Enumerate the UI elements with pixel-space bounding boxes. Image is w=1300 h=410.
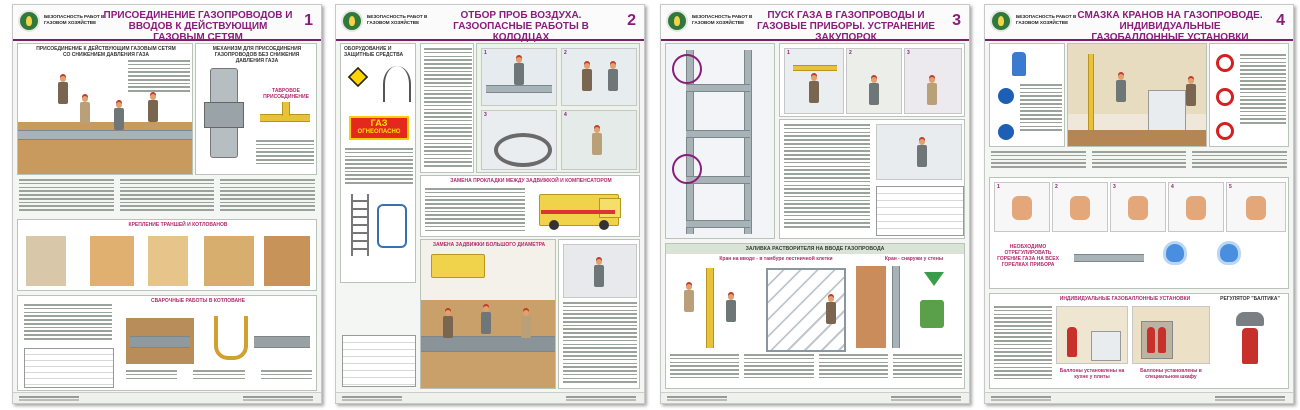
truck-wheel [599, 220, 609, 230]
panel-launch-text [779, 119, 965, 239]
caption-tee: ТАВРОВОЕ ПРИСОЕДИНЕНИЕ [263, 88, 309, 100]
riser-pipe [744, 50, 752, 234]
panel-cylinders [989, 293, 1289, 389]
valve-hand-drawing [1128, 196, 1148, 220]
text-block [425, 188, 525, 234]
caption-adjust-flame: НЕОБХОДИМО ОТРЕГУЛИРОВАТЬ ГОРЕНИЕ ГАЗА НА ВСЕХ ГОРЕЛКАХ ПРИБОРА [997, 244, 1059, 268]
step-image-5: 5 [1226, 182, 1286, 232]
canister-drawing [920, 300, 944, 328]
gas-stove [1091, 331, 1121, 361]
pipe-in-well [486, 85, 552, 93]
step-image-3: 3 [481, 110, 557, 170]
poster-title: ПРИСОЕДИНЕНИЕ ГАЗОПРОВОДОВ И ВВОДОВ К ДЕЙСТВУЮЩИМ ГАЗОВЫМ СЕТЯМ [103, 10, 293, 43]
floor-pipe [686, 84, 750, 92]
step-image-1: 1 [481, 48, 557, 106]
text-block [563, 302, 637, 386]
valve-hand-drawing [1012, 196, 1032, 220]
poster-org: БЕЗОПАСНОСТЬ РАБОТ В ГАЗОВОМ ХОЗЯЙСТВЕ [44, 14, 105, 25]
poster-title: СМАЗКА КРАНОВ НА ГАЗОПРОВОДЕ. ИНДИВИДУАЛЬНЫЕ ГАЗОБАЛЛОННЫЕ УСТАНОВКИ [1077, 10, 1263, 43]
text-block [345, 148, 413, 188]
worker-figure [514, 57, 524, 85]
poster-4 [984, 4, 1294, 404]
data-table [24, 348, 114, 388]
magnifier-circle [672, 154, 702, 184]
sign-gas-label: ГАЗ [370, 118, 388, 128]
mandatory-sign-icon [998, 88, 1014, 104]
pipe-section [254, 336, 310, 348]
panel-riser [665, 43, 775, 239]
valve-pipe [1074, 254, 1144, 262]
poster-title: ОТБОР ПРОБ ВОЗДУХА. ГАЗООПАСНЫЕ РАБОТЫ В КОЛОДЦАХ [453, 10, 589, 43]
caption-tambour: Кран на вводе - в тамбуре лестничной клетки [719, 256, 833, 262]
valve-hand-drawing [1246, 196, 1266, 220]
panel-valve [420, 239, 556, 389]
gas-riser [1088, 54, 1094, 134]
text-block [670, 354, 962, 386]
worker-figure [582, 63, 592, 91]
worker-figure [1186, 78, 1196, 106]
text-block [784, 124, 870, 236]
panel-valve-text [558, 239, 640, 389]
panel-launch-steps [779, 43, 965, 117]
truck-stripe [541, 210, 615, 214]
poster-header [336, 5, 644, 41]
trench-wall [264, 236, 310, 286]
panel-solvent [665, 243, 965, 389]
gas-stove [1148, 90, 1186, 132]
poster-footer [13, 392, 321, 403]
worker-figure [443, 310, 453, 338]
worker-figure [58, 76, 68, 104]
poster-header [661, 5, 969, 41]
valve-hand-drawing [1186, 196, 1206, 220]
funnel-drawing [924, 272, 944, 286]
panel-trench [17, 219, 317, 291]
crane-truck [431, 254, 485, 278]
worker-figure [608, 63, 618, 91]
text-block [1020, 84, 1062, 144]
worker-figure [927, 77, 937, 105]
kitchen-cylinder-image [1056, 306, 1128, 364]
worker-figure [114, 102, 124, 130]
warning-sign-icon [348, 67, 368, 87]
worker-figure [869, 77, 879, 105]
step-image-1: 1 [784, 48, 844, 114]
poster-number: 1 [304, 12, 313, 29]
step-image-2: 2 [1052, 182, 1108, 232]
caption-kitchen-cylinders: Баллоны установлены на кухне у плиты [1059, 368, 1125, 380]
gas-logo-icon [341, 10, 363, 32]
ladder-drawing [351, 194, 369, 256]
valve-hand-drawing [1070, 196, 1090, 220]
worker-figure [684, 284, 694, 312]
panel-kitchen [1067, 43, 1207, 147]
caption-connection: ПРИСОЕДИНЕНИЕ К ДЕЙСТВУЮЩИМ ГАЗОВЫМ СЕТЯМ СО СНИЖЕНИЕМ ДАВЛЕНИЯ ГАЗА [36, 46, 176, 58]
burner-flame-icon [1166, 244, 1184, 262]
poster-number: 3 [952, 12, 961, 29]
text-block [424, 48, 472, 170]
panel-mechanism [195, 43, 317, 175]
trench-wall [26, 236, 66, 286]
u-pipe-drawing [214, 316, 248, 360]
caption-equipment: ОБОРУДОВАНИЕ И ЗАЩИТНЫЕ СРЕДСТВА [344, 46, 404, 58]
cabinet-cylinder-image [1132, 306, 1210, 364]
text-block [24, 304, 112, 344]
gas-bottle-drawing [1012, 52, 1026, 76]
panel-well-text [420, 43, 474, 173]
burner-flame-icon [1220, 244, 1238, 262]
step-image-4: 4 [561, 110, 637, 170]
worker-figure [809, 75, 819, 103]
poster-footer [985, 392, 1293, 403]
no-fire-sign-icon [1216, 54, 1234, 72]
poster-title: ПУСК ГАЗА В ГАЗОПРОВОДЫ И ГАЗОВЫЕ ПРИБОРЫ. УСТРАНЕНИЕ ЗАКУПОРОК [757, 10, 935, 43]
poster-1 [12, 4, 322, 404]
caption-outside: Кран - снаружи у стены [884, 256, 944, 262]
mechanism-body [204, 102, 244, 128]
worker-figure [917, 139, 927, 167]
worker-figure [594, 259, 604, 287]
step-image-4: 4 [1168, 182, 1224, 232]
worker-figure [1116, 74, 1126, 102]
poster-org: БЕЗОПАСНОСТЬ РАБОТ В ГАЗОВОМ ХОЗЯЙСТВЕ [367, 14, 428, 25]
brick-wall [856, 266, 886, 348]
inlet-pipe [706, 268, 714, 348]
sign-flammable-label: ОГНЕОПАСНО [357, 129, 401, 135]
truck-wheel [549, 220, 559, 230]
worker-figure [826, 296, 836, 324]
poster-org: БЕЗОПАСНОСТЬ РАБОТ В ГАЗОВОМ ХОЗЯЙСТВЕ [1016, 14, 1077, 25]
poster-3 [660, 4, 970, 404]
poster-header [13, 5, 321, 41]
regulator-drawing [1236, 312, 1264, 326]
floor [1068, 130, 1207, 147]
step-image-3: 3 [904, 48, 962, 114]
caption-trench: КРЕПЛЕНИЕ ТРАНШЕЙ И КОТЛОВАНОВ [128, 222, 228, 228]
gas-cylinder [1242, 328, 1258, 364]
step-image-3: 3 [1110, 182, 1166, 232]
text-block [128, 60, 190, 100]
panel-prohibitions [1209, 43, 1289, 147]
poster-footer [336, 392, 644, 403]
caption-cabinet-cylinders: Баллоны установлены в специальном шкафу [1140, 368, 1202, 380]
large-pipe [421, 336, 556, 352]
gas-pipe [18, 130, 193, 140]
worker-figure [592, 127, 602, 155]
trench-wall [90, 236, 134, 286]
step-image-1: 1 [994, 182, 1050, 232]
caption-gasket: ЗАМЕНА ПРОКЛАДКИ МЕЖДУ ЗАДВИЖКОЙ И КОМПЕНСАТОРОМ [450, 178, 612, 184]
gas-cylinder [1147, 327, 1155, 353]
step-image-2: 2 [846, 48, 902, 114]
gas-logo-icon [18, 10, 40, 32]
gas-logo-icon [666, 10, 688, 32]
step-image-2: 2 [561, 48, 637, 106]
trench-wall [204, 236, 254, 286]
panel-lubrication [989, 177, 1289, 289]
meter-pipe [793, 65, 837, 71]
worker-figure [481, 306, 491, 334]
cylinder-cabinet [1141, 321, 1173, 359]
welded-pipe [130, 336, 190, 348]
poster-number: 4 [1276, 12, 1285, 29]
gas-cylinder [1067, 327, 1077, 357]
panel-welding [17, 295, 317, 391]
poster-2 [335, 4, 645, 404]
stove-check-image [876, 124, 962, 180]
text-block [19, 179, 315, 215]
mandatory-sign-icon [998, 124, 1014, 140]
data-table [342, 335, 416, 387]
poster-org: БЕЗОПАСНОСТЬ РАБОТ В ГАЗОВОМ ХОЗЯЙСТВЕ [692, 14, 753, 25]
gas-cylinder [1158, 327, 1166, 353]
worker-figure [521, 310, 531, 338]
magnifier-circle [672, 54, 702, 84]
trench-wall [148, 236, 188, 286]
floor-pipe [686, 220, 750, 228]
gas-logo-icon [990, 10, 1012, 32]
harness-drawing [377, 204, 407, 248]
no-tool-sign-icon [1216, 122, 1234, 140]
caption-valve: ЗАМЕНА ЗАДВИЖКИ БОЛЬШОГО ДИАМЕТРА [432, 242, 546, 248]
text-block [126, 370, 312, 388]
poster-number: 2 [627, 12, 636, 29]
floor-pipe [686, 130, 750, 138]
caption-mechanism: МЕХАНИЗМ ДЛЯ ПРИСОЕДИНЕНИЯ ГАЗОПРОВОДОВ БЕЗ СНИЖЕНИЯ ДАВЛЕНИЯ ГАЗА [212, 46, 302, 64]
wall-pipe [892, 266, 900, 348]
caption-welding: СВАРОЧНЫЕ РАБОТЫ В КОТЛОВАНЕ [151, 298, 245, 304]
caption-cylinders: ИНДИВИДУАЛЬНЫЕ ГАЗОБАЛЛОННЫЕ УСТАНОВКИ [1059, 296, 1191, 302]
gas-danger-sign [349, 116, 409, 140]
data-table [876, 186, 964, 236]
panel-rules [989, 43, 1065, 147]
tee-branch [282, 102, 290, 116]
text-block [1240, 54, 1286, 142]
poster-header [985, 5, 1293, 41]
panel-equipment [340, 43, 416, 283]
caption-solvent: ЗАЛИВКА РАСТВОРИТЕЛЯ НА ВВОДЕ ГАЗОПРОВОДА [745, 246, 885, 252]
truck-cabin [599, 198, 621, 218]
worker-figure [726, 294, 736, 322]
well-ring-drawing [494, 133, 552, 167]
text-block [994, 306, 1052, 386]
no-smoking-sign-icon [1216, 88, 1234, 106]
text-block [991, 151, 1287, 173]
caption-regulator: РЕГУЛЯТОР "БАЛТИКА" [1220, 296, 1280, 302]
solvent-band [666, 244, 964, 254]
panel-gasket [420, 175, 640, 237]
valve-detail-image [563, 244, 637, 298]
poster-footer [661, 392, 969, 403]
panel-well-steps [476, 43, 640, 173]
worker-figure [80, 96, 90, 124]
text-block [256, 140, 314, 170]
panel-connection [17, 43, 193, 175]
tripod-drawing [383, 66, 411, 102]
